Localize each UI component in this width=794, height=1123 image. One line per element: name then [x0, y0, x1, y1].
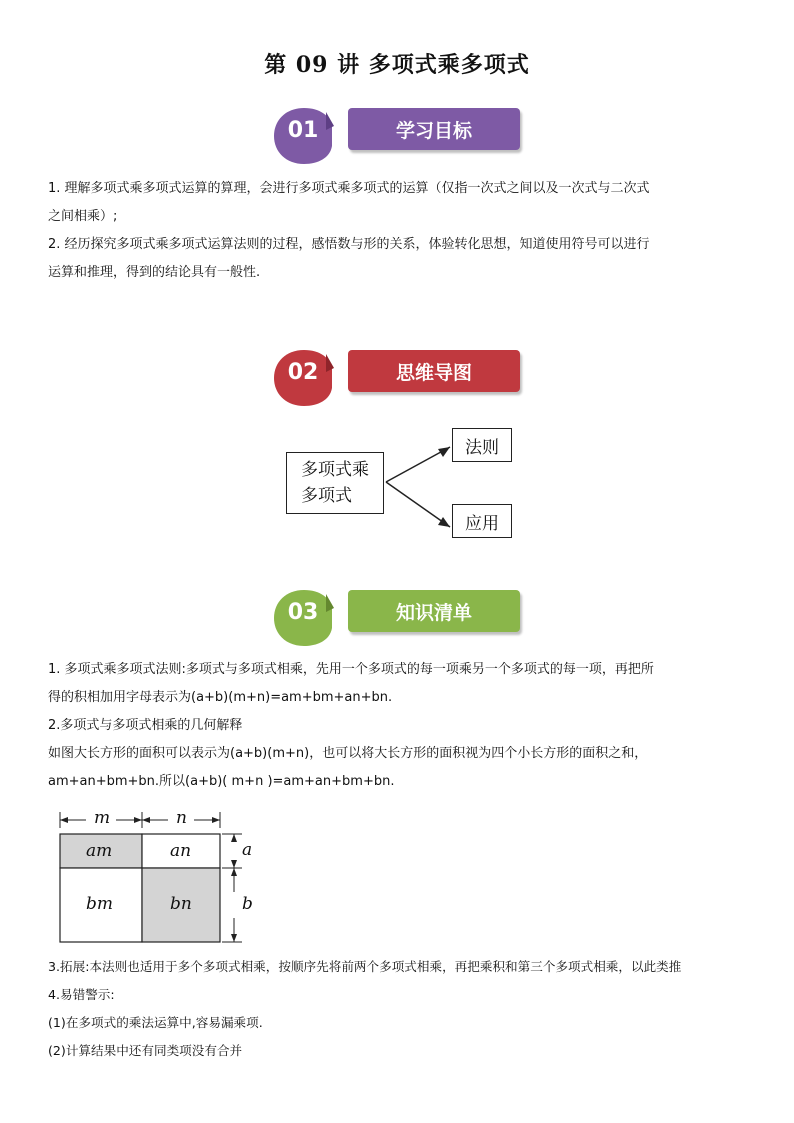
section-number: 01 [287, 118, 319, 143]
label-b: b [242, 894, 253, 914]
knowledge-text [48, 656, 758, 796]
mindmap-diagram [282, 425, 522, 540]
knowledge-line: 2.多项式与多项式相乘的几何解释 [48, 718, 243, 733]
page-title: 第 09 讲 多项式乘多项式 [264, 52, 530, 78]
knowledge-line: 3.拓展:本法则也适用于多个多项式相乘，按顺序先将前两个多项式相乘，再把乘积和第三个多项式相乘，以此类推 [48, 959, 682, 974]
mindmap-branch-application: 应用 [452, 504, 512, 538]
knowledge-line: 得的积相加用字母表示为(a+b)(m+n)=am+bm+an+bn. [48, 690, 393, 705]
knowledge-line: (1)在多项式的乘法运算中,容易漏乘项. [48, 1015, 263, 1030]
knowledge-line: 4.易错警示: [48, 987, 115, 1002]
knowledge-line: (2)计算结果中还有同类项没有合并 [48, 1043, 243, 1058]
cell-bn: bn [170, 894, 192, 914]
objective-line: 1. 理解多项式乘多项式运算的算理，会进行多项式乘多项式的运算（仅指一次式之间以及一次式与二次式 [48, 181, 650, 196]
section-number: 03 [287, 600, 319, 625]
label-a: a [242, 840, 253, 860]
objectives-text [48, 175, 758, 287]
section-header-knowledge [270, 586, 522, 650]
cell-am: am [86, 841, 113, 861]
section-label: 学习目标 [348, 108, 520, 150]
objective-line: 之间相乘）; [48, 209, 118, 224]
knowledge-line: 1. 多项式乘多项式法则:多项式与多项式相乘，先用一个多项式的每一项乘另一个多项式的每一项，再把所 [48, 662, 654, 677]
area-diagram [58, 808, 258, 944]
section-number: 02 [287, 360, 319, 385]
knowledge-text-continued [48, 953, 768, 1065]
section-label: 思维导图 [348, 350, 520, 392]
section-header-objectives [270, 104, 522, 168]
mindmap-branch-rule: 法则 [452, 428, 512, 462]
knowledge-line: 如图大长方形的面积可以表示为(a+b)(m+n)，也可以将大长方形的面积视为四个小长方形的面积之和， [48, 746, 648, 761]
objective-line: 运算和推理，得到的结论具有一般性. [48, 265, 261, 280]
knowledge-line: am+an+bm+bn.所以(a+b)( m+n )=am+an+bm+bn. [48, 774, 395, 789]
cell-an: an [170, 841, 192, 861]
objective-line: 2. 经历探究多项式乘多项式运算法则的过程，感悟数与形的关系，体验转化思想，知道使用符号可以进行 [48, 237, 650, 252]
mindmap-root: 多项式乘 多项式 [286, 452, 384, 514]
label-m: m [94, 808, 111, 828]
cell-bm: bm [86, 894, 114, 914]
label-n: n [176, 808, 187, 828]
section-label: 知识清单 [348, 590, 520, 632]
section-header-mindmap [270, 346, 522, 410]
